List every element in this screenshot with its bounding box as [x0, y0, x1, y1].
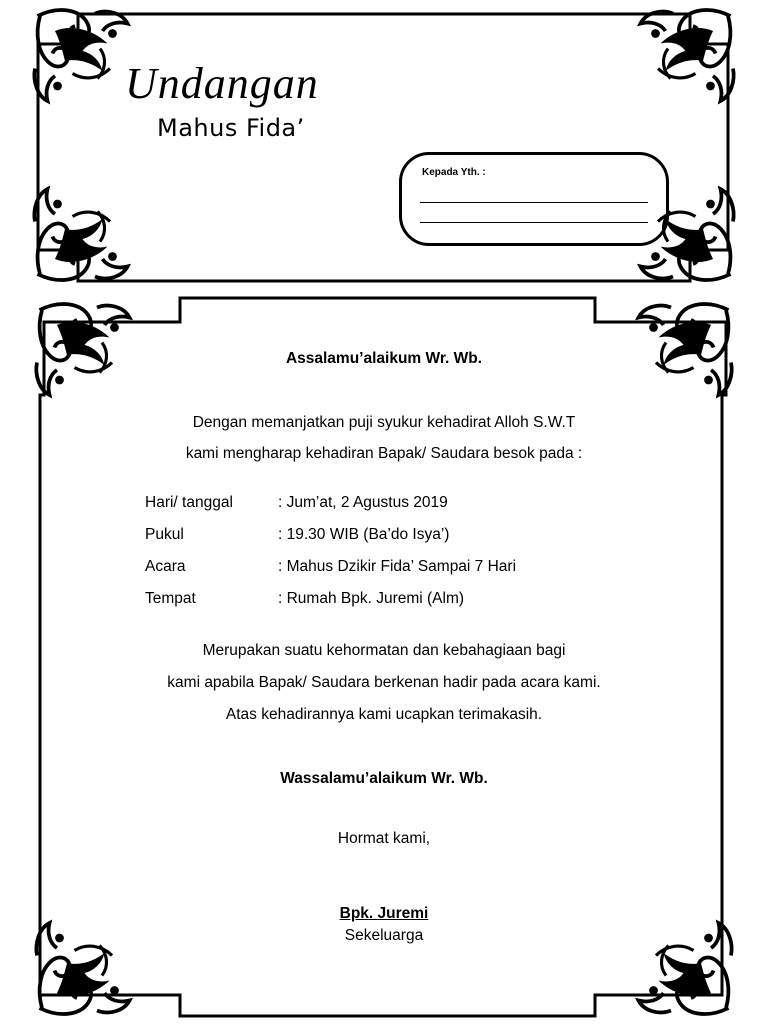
- detail-label: Acara: [145, 558, 186, 575]
- detail-label: Hari/ tanggal: [145, 494, 233, 511]
- address-line: [420, 202, 648, 203]
- invitation-title: Undangan: [125, 59, 319, 108]
- intro-line: kami mengharap kehadiran Bapak/ Saudara besok pada :: [185, 445, 583, 462]
- detail-value: : Jum’at, 2 Agustus 2019: [278, 494, 448, 511]
- closing-line: Merupakan suatu kehormatan dan kebahagiaan bagi: [202, 642, 566, 659]
- regards: Hormat kami,: [337, 830, 431, 847]
- closing-line: Atas kehadirannya kami ucapkan terimakasih.: [225, 706, 543, 723]
- detail-label: Pukul: [145, 526, 184, 543]
- address-line: [420, 222, 648, 223]
- intro-line: Dengan memanjatkan puji syukur kehadirat Alloh S.W.T: [192, 414, 576, 431]
- signatory-name: [0, 905, 768, 923]
- detail-value: : Mahus Dzikir Fida’ Sampai 7 Hari: [278, 558, 517, 575]
- signatory-family: Sekeluarga: [344, 927, 424, 944]
- address-label: Kepada Yth. :: [422, 167, 486, 178]
- invitation-subtitle: Mahus Fida’: [157, 114, 305, 142]
- address-box: [399, 152, 669, 246]
- closing-line: kami apabila Bapak/ Saudara berkenan hadir pada acara kami.: [167, 674, 601, 691]
- detail-value: : 19.30 WIB (Ba’do Isya’): [278, 526, 450, 543]
- farewell: Wassalamu’alaikum Wr. Wb.: [280, 770, 488, 787]
- signatory-name-text: Bpk. Juremi: [339, 905, 429, 922]
- detail-value: : Rumah Bpk. Juremi (Alm): [278, 590, 465, 607]
- greeting: Assalamu’alaikum Wr. Wb.: [285, 350, 483, 367]
- detail-label: Tempat: [145, 590, 196, 607]
